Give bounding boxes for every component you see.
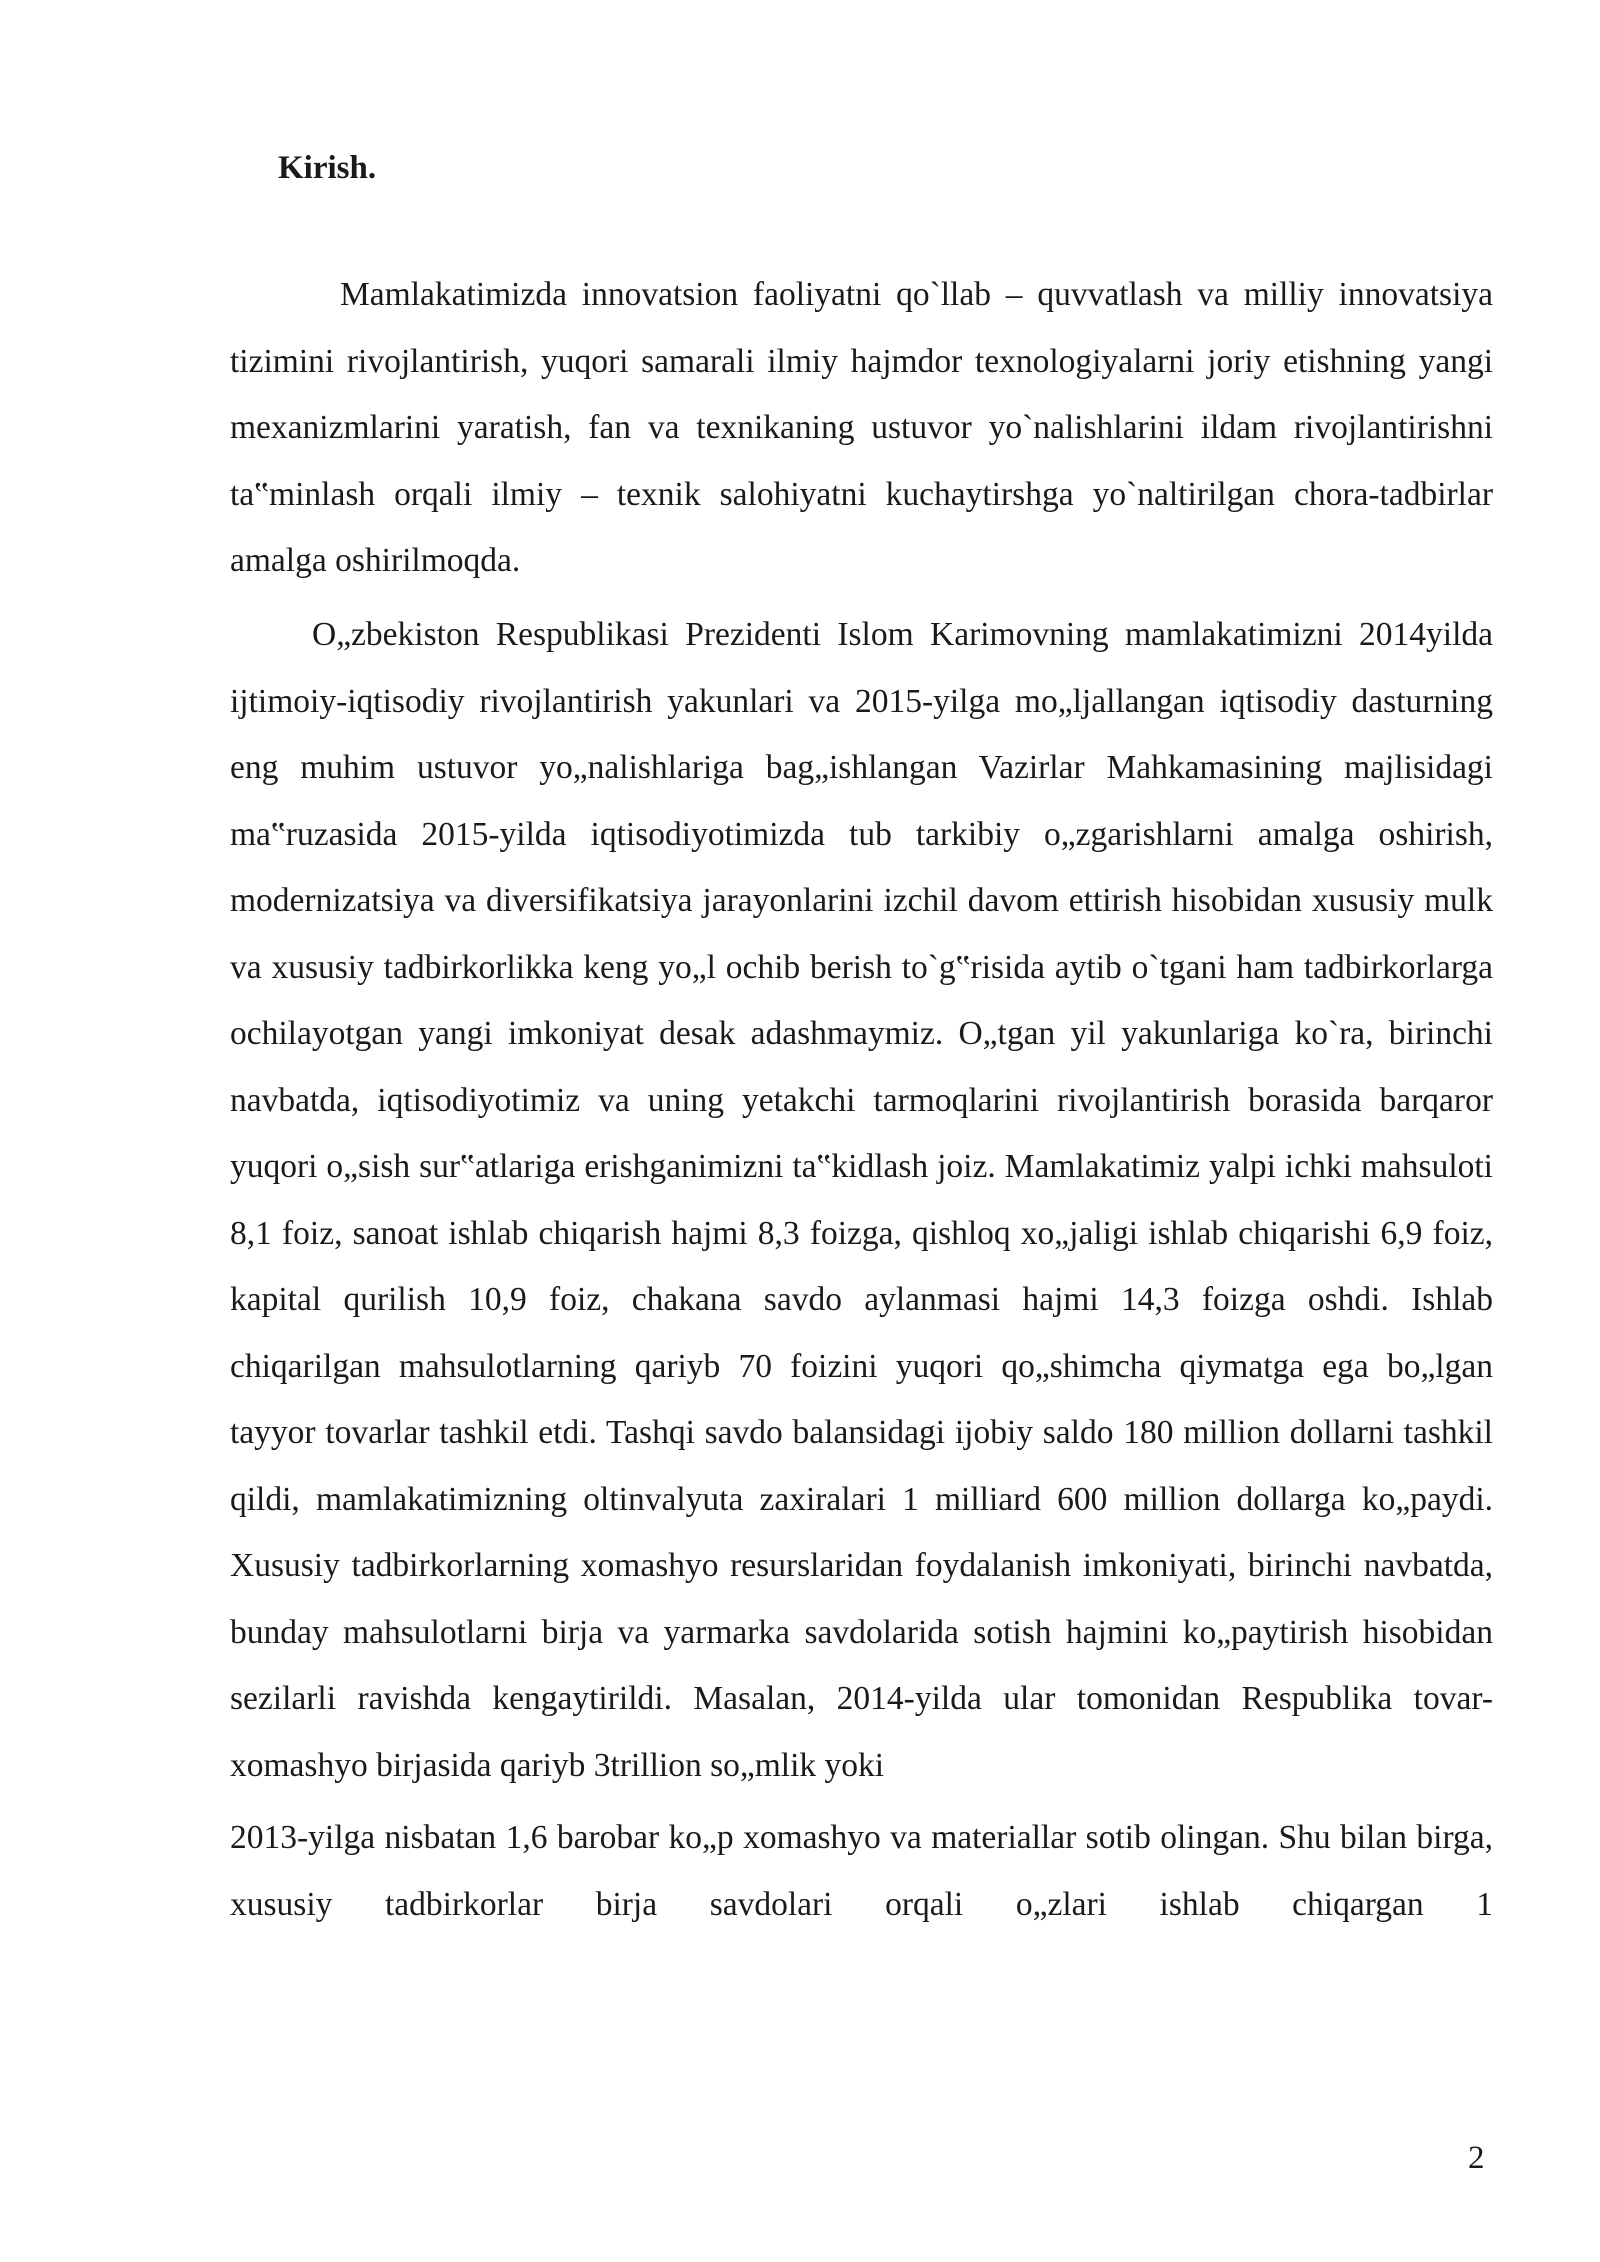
section-heading: Kirish. [278,150,377,186]
paragraph-main-text: O„zbekiston Respublikasi Prezidenti Islom Karimovning mamlakatimizni 2014yilda ijtimoiy-iqtisodiy rivojlantirish yakunlari va 2015-yilga mo„ljallangan iqtisodiy dasturning eng muhim ustuvor yo„nalishlariga bag„ishlangan Vazirlar Mahkamasining majlisidagi ma‟ruzasida 2015-yilda iqtisodiyotimizda tub tarkibiy o„zgarishlarni amalga oshirish, modernizatsiya va diversifikatsiya jarayonlarini izchil davom ettirish hisobidan xususiy mulk va xususiy tadbirkorlikka keng yo„l ochib berish to`g‟risida aytib o`tgani ham tadbirkorlarga ochilayotgan yangi imkoniyat desak adashmaymiz. O„tgan yil yakunlariga ko`ra, birinchi navbatda, iqtisodiyotimiz va uning yetakchi tarmoqlarini rivojlantirish borasida barqaror yuqori o„sish sur‟atlariga erishganimizni ta‟kidlash joiz. Mamlakatimiz yalpi ichki mahsuloti 8,1 foiz, sanoat ishlab chiqarish hajmi 8,3 foizga, qishloq xo„jaligi ishlab chiqarishi 6,9 foiz, kapital qurilish 10,9 foiz, chakana savdo aylanmasi hajmi 14,3 foizga oshdi. Ishlab chiqarilgan mahsulotlarning qariyb 70 foizini yuqori qo„shimcha qiymatga ega bo„lgan tayyor tovarlar tashkil etdi. Tashqi savdo balansidagi ijobiy saldo 180 million dollarni tashkil qildi, mamlakatimizning oltinvalyuta zaxiralari 1 milliard 600 million dollarga ko„paydi. Xususiy tadbirkorlarning xomashyo resurslaridan foydalanish imkoniyati, birinchi navbatda, bunday mahsulotlarni birja va yarmarka savdolarida sotish hajmini ko„paytirish hisobidan sezilarli ravishda kengaytirildi. Masalan, 2014-yilda ular tomonidan Respublika tovar-xomashyo birjasida qariyb 3trillion so„mlik yoki [230,616,1493,1784]
paragraph-main-continuation: 2013-yilga nisbatan 1,6 barobar ko„p xomashyo va materiallar sotib olingan. Shu bilan birga, xususiy tadbirkorlar birja savdolari orqali o„zlari ishlab chiqargan 1 [230,1819,1493,1923]
paragraph-main [230,602,1493,1938]
paragraph-intro: Mamlakatimizda innovatsion faoliyatni qo`llab – quvvatlash va milliy innovatsiya tizimini rivojlantirish, yuqori samarali ilmiy hajmdor texnologiyalarni joriy etishning yangi mexanizmlarini yaratish, fan va texnikaning ustuvor yo`nalishlarini ildam rivojlantirishni ta‟minlash orqali ilmiy – texnik salohiyatni kuchaytirshga yo`naltirilgan chora-tadbirlar amalga oshirilmoqda. [230,276,1493,579]
page-number: 2 [1468,2140,1485,2176]
